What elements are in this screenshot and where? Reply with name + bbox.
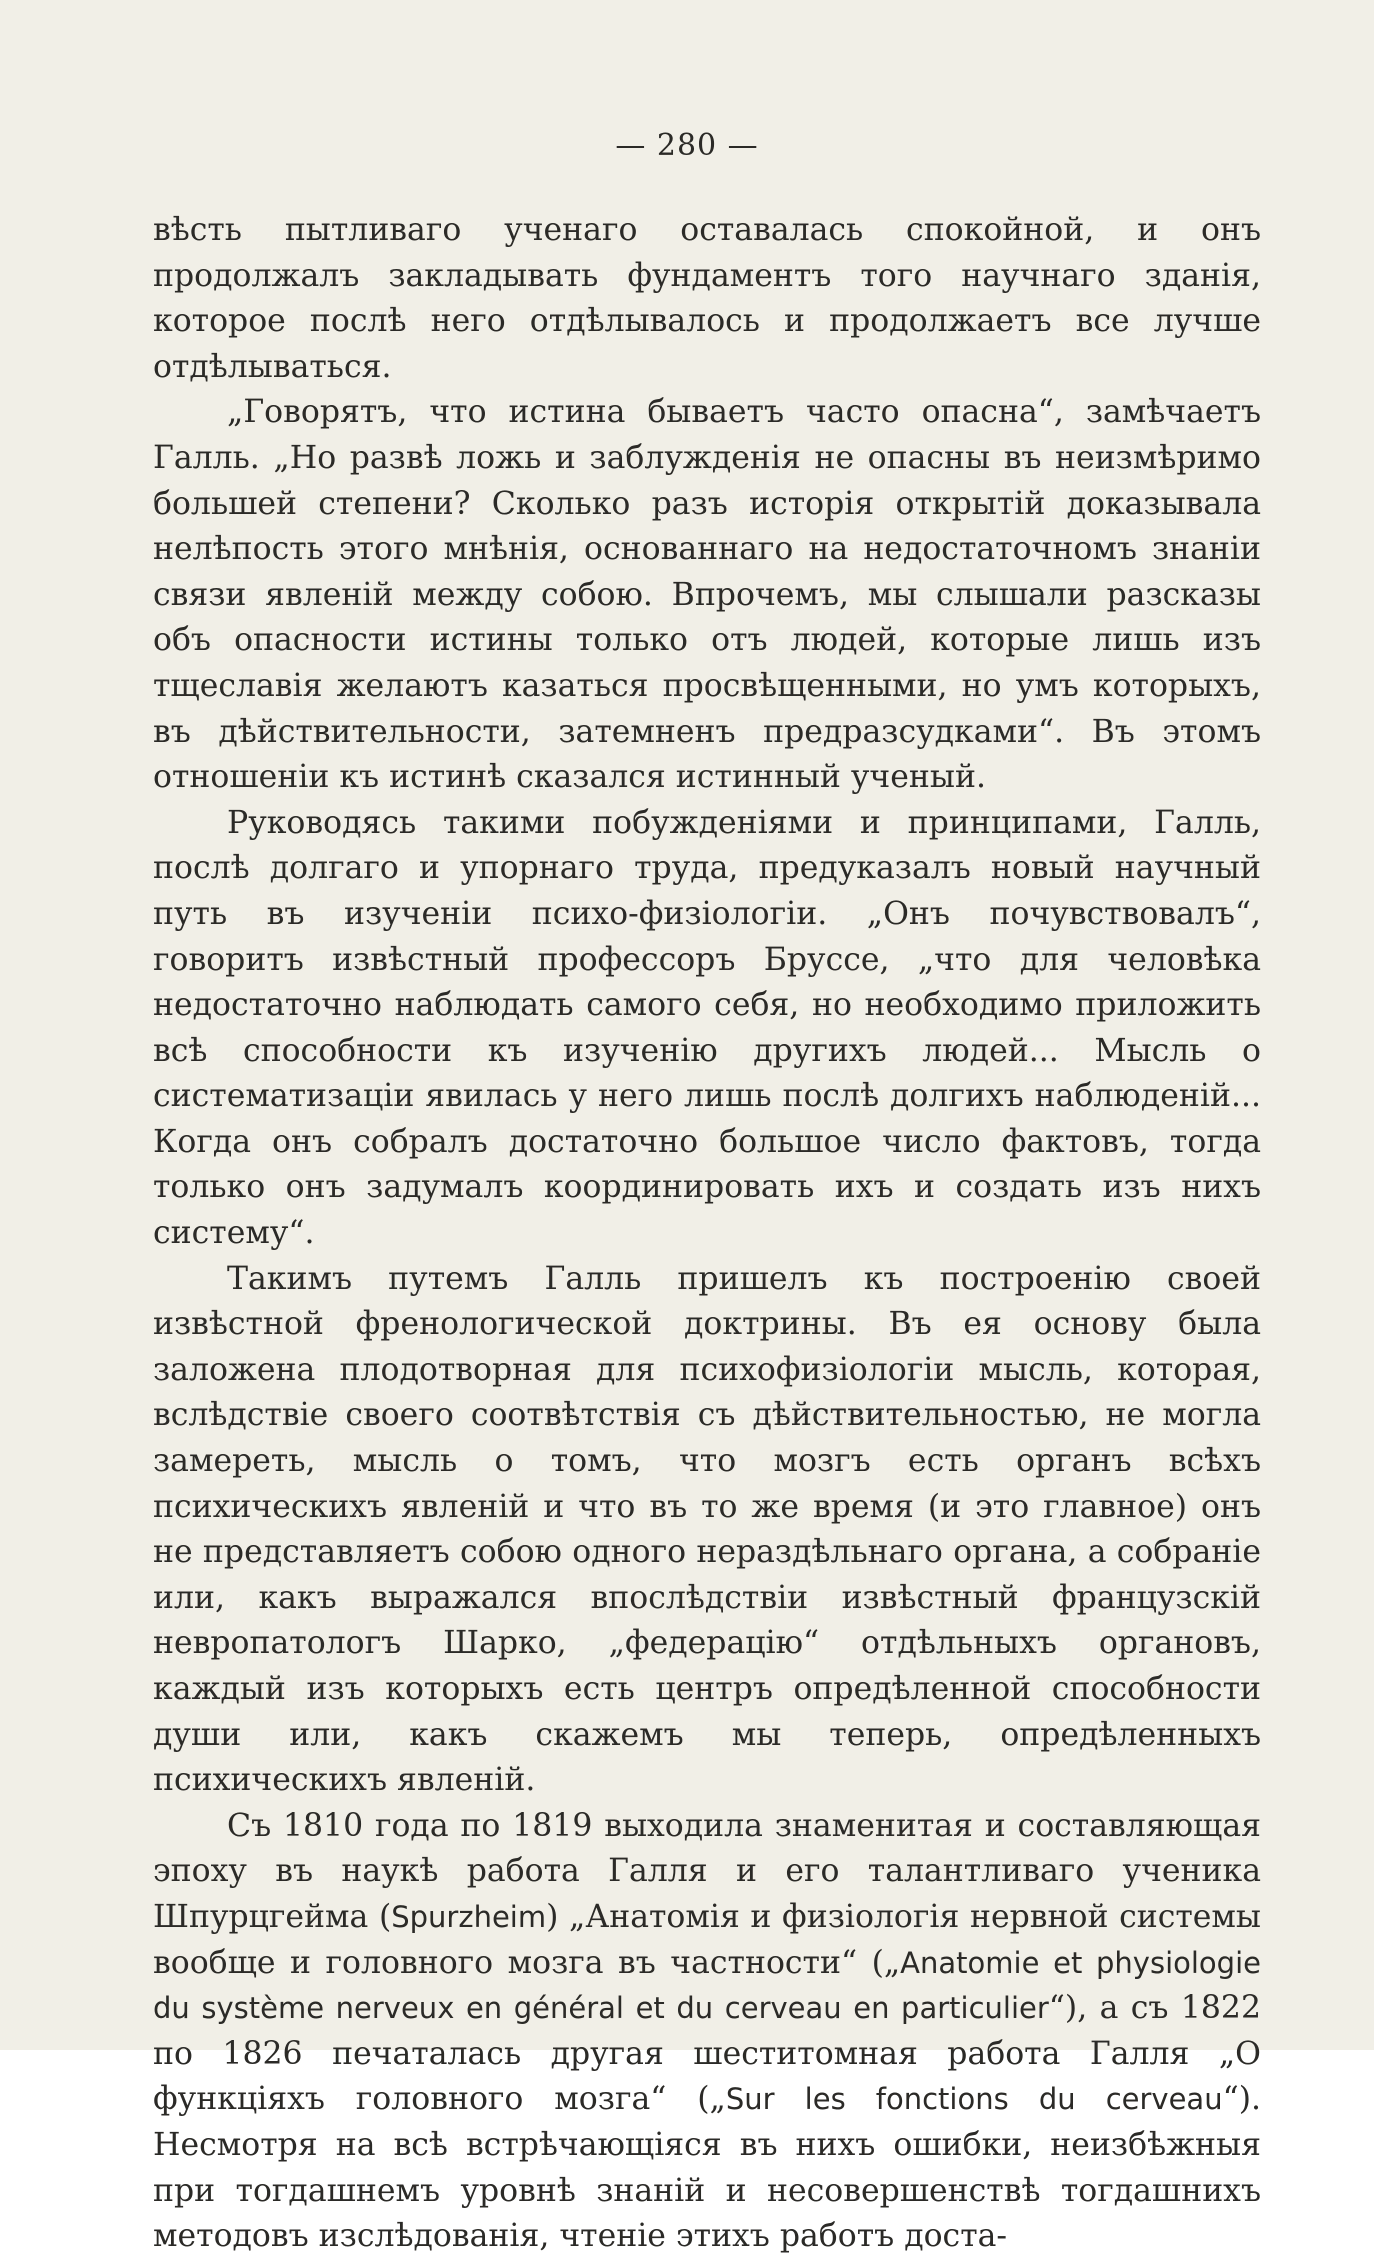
paragraph-5	[153, 1804, 1261, 2260]
paragraph-3: Руководясь такими побужденіями и принципами, Галль, послѣ долгаго и упорнаго труда, предуказалъ новый научный путь въ изученіи психо-физіологіи. „Онъ почувствовалъ“, говоритъ извѣстный профессоръ Бруссе, „что для человѣка недостаточно наблюдать самого себя, но необходимо приложить всѣ способности къ изученію другихъ людей... Мысль о систематизаціи явилась у него лишь послѣ долгихъ наблюденій... Когда онъ собралъ достаточно большое число фактовъ, тогда только онъ задумалъ координировать ихъ и создать изъ нихъ систему“.	[153, 804, 1261, 1252]
paragraph-1: вѣсть пытливаго ученаго оставалась спокойной, и онъ продолжалъ закладывать фундаментъ того научнаго зданія, которое послѣ него отдѣлывалось и продолжаетъ все лучше отдѣлываться.	[153, 212, 1261, 385]
page-number: — 280 —	[615, 128, 759, 163]
paragraph-5-text: “). Несмотря на всѣ встрѣчающіяся въ нихъ ошибки, неизбѣжныя при тогдашнемъ уровнѣ знаній и несовершенствѣ тогдашнихъ методовъ изслѣдованія, чтеніе этихъ работъ доста-	[153, 2081, 1261, 2255]
latin-title: Sur les fonctions du cerveau	[725, 2082, 1223, 2117]
paragraph-5-text: Съ 1810 года по 1819 выходила знаменитая и составляющая эпоху въ наукѣ работа Галля и его талантливаго ученика Шпурцгейма (	[153, 1807, 1261, 1935]
latin-title: Anatomie et physiologie du système nerveux en général et du cerveau en particulier	[153, 1945, 1261, 2026]
paragraph-4: Такимъ путемъ Галль пришелъ къ построенію своей извѣстной френологической доктрины. Въ ея основу была заложена плодотворная для психофизіологіи мысль, которая, вслѣдствіе своего соотвѣтствія съ дѣйствительностью, не могла замереть, мысль о томъ, что мозгъ есть органъ всѣхъ психическихъ явленій и что въ то же время (и это главное) онъ не представляетъ собою одного нераздѣльнаго органа, а собраніе или, какъ выражался впослѣдствіи извѣстный французскій невропатологъ Шарко, „федерацію“ отдѣльныхъ органовъ, каждый изъ которыхъ есть центръ опредѣленной способности души или, какъ скажемъ мы теперь, опредѣленныхъ психическихъ явленій.	[153, 1260, 1261, 1799]
paragraph-2: „Говорятъ, что истина бываетъ часто опасна“, замѣчаетъ Галль. „Но развѣ ложь и заблужденія не опасны въ неизмѣримо большей степени? Сколько разъ исторія открытій доказывала нелѣпость этого мнѣнія, основаннаго на недостаточномъ знаніи связи явленій между собою. Впрочемъ, мы слышали разсказы объ опасности истины только отъ людей, которые лишь изъ тщеславія желаютъ казаться просвѣщенными, но умъ которыхъ, въ дѣйствительности, затемненъ предразсудками“. Въ этомъ отношеніи къ истинѣ сказался истинный ученый.	[153, 394, 1261, 796]
latin-name: Spurzheim	[391, 1899, 547, 1934]
paragraph-5-text: “), а съ 1822 по 1826 печаталась другая шеститомная работа Галля „О функціяхъ головного мозга“ („	[153, 1990, 1262, 2118]
body-text	[153, 208, 1261, 2260]
paragraph-5-text: ) „Анатомія и физіологія нервной системы вообще и головного мозга въ частности“ („	[153, 1898, 1261, 1981]
